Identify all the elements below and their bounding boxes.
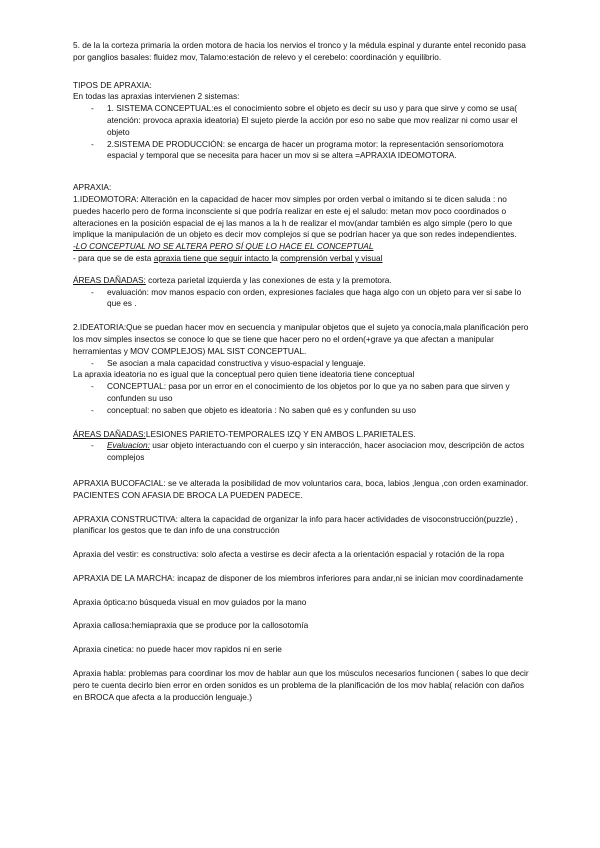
note-underlined-1: apraxia tiene que seguir intacto xyxy=(153,252,272,263)
ideatoria-list xyxy=(73,358,533,370)
ideomotora-paragraph: 1.IDEOMOTORA: Alteración en la capacidad de hacer mov simples por orden verbal o imitando si te dicen saluda : no puedes hacerlo pero de forma inconsciente si que podría realizar en este ej el saludo: metan mov poco coordinados o alteraciones en la posición espacial de ej las manos a la h de realizar el mov(andar también es algo simple (pero lo que implique la manipulación de un objeto es decir mov complejos si que se podrían hacer ya que son redes independientes. xyxy=(73,193,517,240)
note-prefix: - para que se de esta xyxy=(73,252,154,263)
callosa-paragraph: Apraxia callosa:hemiapraxia que se produce por la callosotomía xyxy=(73,620,309,631)
ideatoria-paragraph: 2.IDEATORIA:Que se puedan hacer mov en secuencia y manipular objetos que el sujeto ya conocía,mala planificación pero los mov simples insectos se conoce lo que se tiene que hacer pero no el orden(+grave ya que afectan a manipular herramientas y MOV COMPLEJOS) MAL SIST CONCEPTUAL. xyxy=(73,322,529,356)
habla-paragraph: Apraxia habla: problemas para coordinar los mov de hablar aun que los músculos necesarios funcionen ( sabes lo que decir pero te cuenta decirlo bien error en orden sonidos es un problema de la planificación de los mov habla( relación con daños en BROCA que afecta a la producción lenguaje.) xyxy=(73,668,529,702)
comprehension-note xyxy=(73,253,533,265)
marcha-paragraph: APRAXIA DE LA MARCHA: incapaz de disponer de los miembros inferiores para andar,ni se inician mov coordinadamente xyxy=(73,572,524,583)
list-item: - Se asocian a mala capacidad constructiva y visuo-espacial y lenguaje. xyxy=(73,358,533,370)
note-underlined-2: comprensión verbal y visual xyxy=(280,252,383,263)
areas-label: ÁREAS DAÑADAS: xyxy=(73,428,146,439)
apraxia-title: APRAXIA: xyxy=(73,182,112,193)
areas-list-2 xyxy=(73,440,533,464)
constructiva-paragraph: APRAXIA CONSTRUCTIVA: altera la capacidad de organizar la info para hacer actividades de visoconstrucción(puzzle) , planificar los gestos que te dan info de una construcción xyxy=(73,513,518,536)
evaluation-text: usar objeto interactuando con el cuerpo y sin interacción, hacer asociacion mov, descripción de actos complejos xyxy=(107,440,525,463)
optica-paragraph: Apraxia óptica:no búsqueda visual en mov guiados por la mano xyxy=(73,596,307,607)
tipos-intro: En todas las apraxias intervienen 2 sistemas: xyxy=(73,91,240,102)
areas-paragraph-2 xyxy=(73,429,533,441)
areas-list-1 xyxy=(73,287,533,311)
areas-label: ÁREAS DAÑADAS: xyxy=(73,274,146,285)
evaluation-label: Evaluacion: xyxy=(107,440,150,451)
areas-paragraph-1 xyxy=(73,275,533,287)
ideatoria-note: La apraxia ideatoria no es igual que la conceptual pero quien tiene ideatoria tiene conceptual xyxy=(73,369,415,380)
document-page xyxy=(73,40,533,703)
list-item: - 1. SISTEMA CONCEPTUAL:es el conocimiento sobre el objeto es decir su uso y para que sirve y como se usa( atención: provoca apraxia ideatoria) El sujeto pierde la acción por eso no sabe que mov realizar ni como usar el objeto xyxy=(73,103,533,138)
list-item: - CONCEPTUAL: pasa por un error en el conocimiento de los objetos por lo que ya no saben para que sirven y confunden su uso xyxy=(73,381,533,405)
areas-text: corteza parietal izquierda y las conexiones de esta y la premotora. xyxy=(145,274,392,285)
list-item: - conceptual: no saben que objeto es ideatoria : No saben qué es y confunden su uso xyxy=(73,405,533,417)
tipos-title: TIPOS DE APRAXIA: xyxy=(73,79,152,90)
vestir-paragraph: Apraxia del vestir: es constructiva: solo afecta a vestirse es decir afecta a la orientación espacial y rotación de la ropa xyxy=(73,549,505,560)
list-item: - 2.SISTEMA DE PRODUCCIÓN: se encarga de hacer un programa motor: la representación sensoriomotora espacial y temporal que se necesita para hacer un mov si se altera =APRAXIA IDEOMOTORA. xyxy=(73,139,533,163)
areas-text: LESIONES PARIETO-TEMPORALES IZQ Y EN AMBOS L.PARIETALES. xyxy=(145,428,416,439)
tipos-list xyxy=(73,103,533,162)
list-item: - evaluación: mov manos espacio con orden, expresiones faciales que haga algo con un objeto para ver si sabe lo que es . xyxy=(73,287,533,311)
conceptual-note: -LO CONCEPTUAL NO SE ALTERA PERO SÍ QUE LO HACE EL CONCEPTUAL xyxy=(73,241,374,252)
ideatoria-list-2 xyxy=(73,381,533,416)
bucofacial-paragraph: APRAXIA BUCOFACIAL: se ve alterada la posibilidad de mov voluntarios cara, boca, labios ,lengua ,con orden examinador. PACIENTES CON AFASIA DE BROCA LA PUEDEN PADECE. xyxy=(73,477,529,500)
note-mid: la xyxy=(271,252,281,263)
intro-paragraph: 5. de la la corteza primaria la orden motora de hacia los nervios el tronco y la médula espinal y durante entel reconido pasa por ganglios basales: fluidez mov, Talamo:estación de relevo y el cerebelo: coordinación y equilibrio. xyxy=(73,40,526,62)
list-item xyxy=(73,440,533,464)
cinetica-paragraph: Apraxia cinetica: no puede hacer mov rapidos ni en serie xyxy=(73,644,282,655)
